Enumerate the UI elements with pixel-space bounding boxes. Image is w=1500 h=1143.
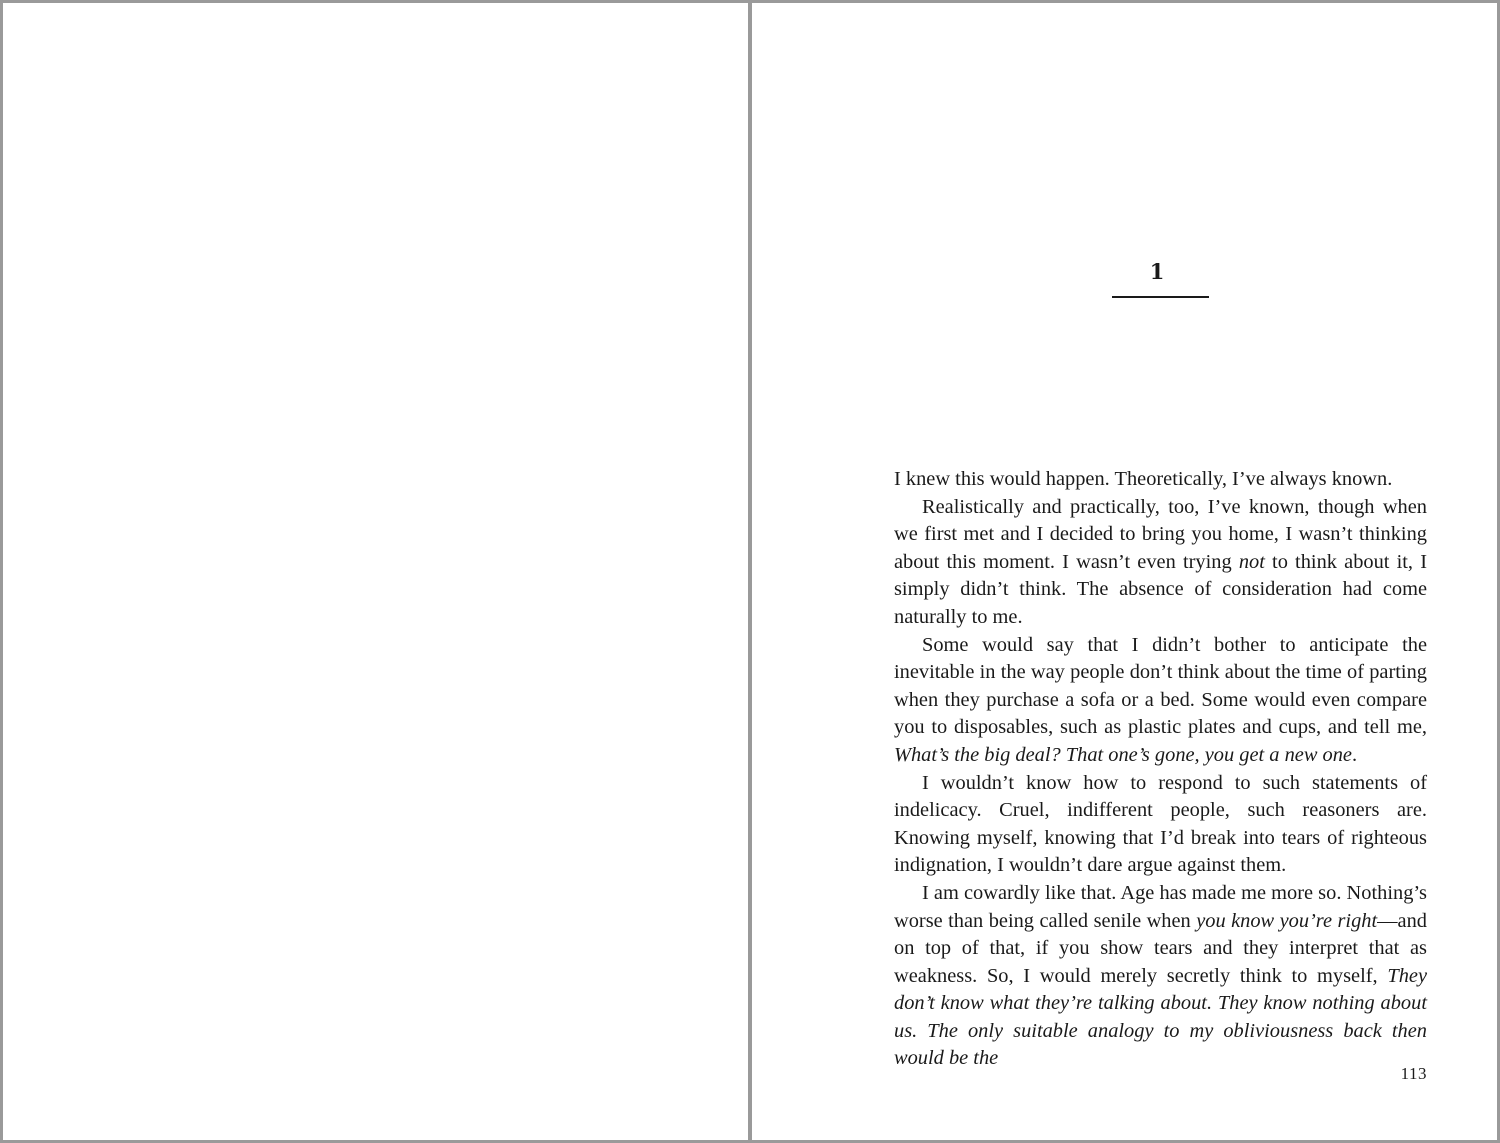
left-page <box>3 3 748 1140</box>
chapter-rule <box>1112 296 1209 298</box>
text-run: to think about it, I simply didn’t think. The absence of consideration had come naturally to me. <box>894 550 1427 628</box>
text-run: Some would say that I didn’t bother to anticipate the inevitable in the way people don’t think about the time of parting when they purchase a sofa or a bed. Some would even compare you to disposables, such as plastic plates and cups, and tell me, <box>894 633 1427 739</box>
italic-run: They don’t know what they’re talking about. They know nothing about us. The only suitable analogy to my obliviousness back then would be the <box>894 964 1427 1070</box>
paragraph <box>894 466 1427 494</box>
right-page <box>752 3 1497 1140</box>
italic-run: you know you’re right <box>1196 909 1378 932</box>
paragraph <box>894 494 1427 632</box>
paragraph <box>894 880 1427 1073</box>
text-run: . <box>1351 743 1358 766</box>
text-run: I am cowardly like that. Age has made me more so. Nothing’s worse than being called senile when <box>894 881 1427 932</box>
paragraph <box>894 770 1427 880</box>
body-text <box>894 466 1427 1073</box>
text-run: I knew this would happen. Theoretically, I’ve always known. <box>894 468 1393 490</box>
italic-run: What’s the big deal? That one’s gone, you get a new one <box>894 743 1352 766</box>
page-number: 113 <box>1400 1064 1427 1083</box>
text-run: I wouldn’t know how to respond to such statements of indelicacy. Cruel, indifferent people, such reasoners are. Knowing myself, knowing that I’d break into tears of righteous indignation, I wouldn’t dare argue against them. <box>894 771 1427 877</box>
text-run: —and on top of that, if you show tears and they interpret that as weakness. So, I would merely secretly think to myself, <box>894 909 1427 987</box>
chapter-number: 1 <box>1149 259 1165 284</box>
paragraph <box>894 632 1427 770</box>
italic-run: not <box>1238 550 1265 573</box>
text-run: Realistically and practically, too, I’ve known, though when we first met and I decided to bring you home, I wasn’t thinking about this moment. I wasn’t even trying <box>894 495 1427 573</box>
